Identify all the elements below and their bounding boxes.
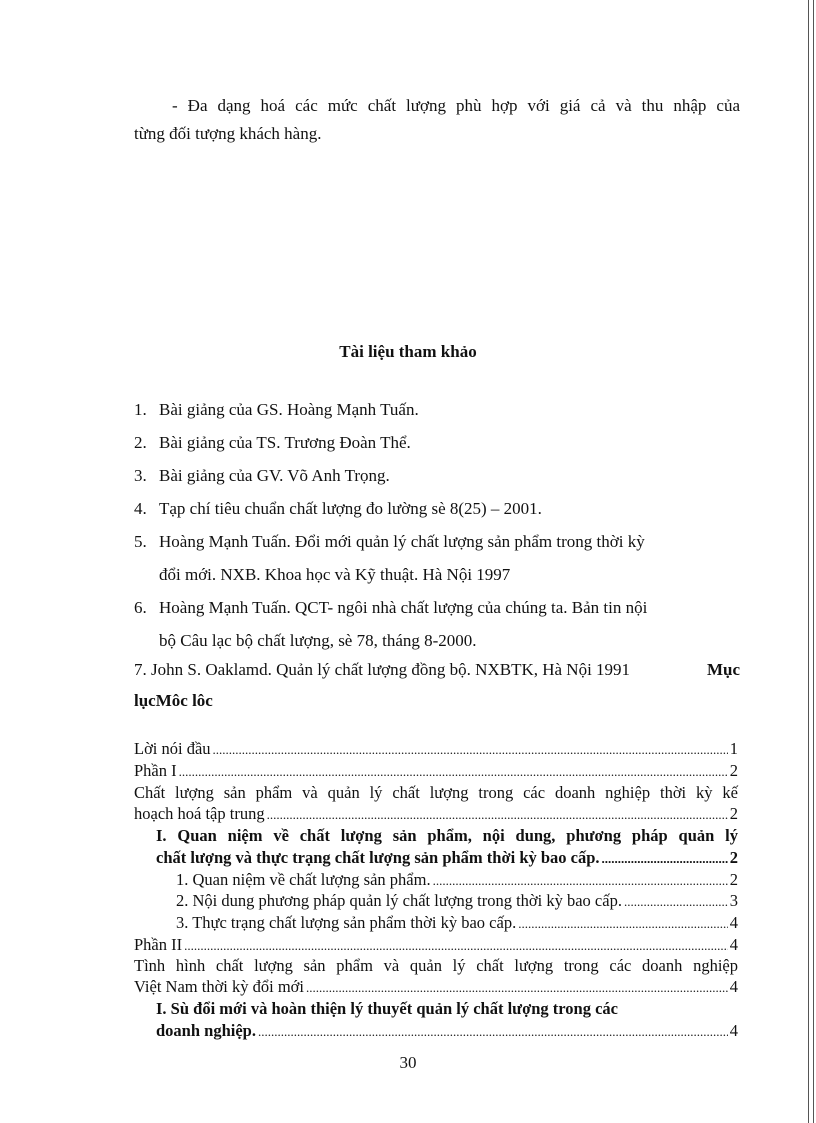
toc-entry[interactable] [134,738,738,760]
reference-item [134,495,740,523]
toc-entry-text-line-1: Chất lượng sản phẩm và quản lý chất lượng trong các doanh nghiệp thời kỳ kế [134,783,738,802]
toc-entry-text-line-1: I. Quan niệm về chất lượng sản phẩm, nội dung, phương pháp quản lý [156,826,738,845]
page-number: 30 [399,1053,417,1072]
toc-entry-text-line-1: Tình hình chất lượng sản phẩm và quản lý chất lượng trong các doanh nghiệp [134,956,738,975]
reference-number: 4. [134,499,147,518]
toc-entry-text: doanh nghiệp. [156,1021,256,1040]
reference-number: 5. [134,532,147,551]
toc-leader [267,803,728,825]
reference-number: 3. [134,466,147,485]
reference-continuation: đổi mới. NXB. Khoa học và Kỹ thuật. Hà Nội 1997 [159,565,511,584]
reference-text: Bài giảng của GS. Hoàng Mạnh Tuấn. [159,400,419,419]
toc-entry[interactable] [176,869,738,891]
reference-item [134,594,740,655]
toc-entry[interactable] [134,976,738,998]
toc-entry[interactable] [134,760,738,782]
toc-entry-text: 1. Quan niệm về chất lượng sản phẩm. [176,870,431,889]
toc-leader [602,847,728,869]
toc-leader [258,1020,728,1042]
reference-number: 7. [134,660,147,679]
toc-entry[interactable] [134,934,738,956]
toc-entry-page: 4 [729,913,738,932]
reference-item [134,656,740,684]
reference-text: Bài giảng của TS. Trương Đoàn Thể. [159,433,411,452]
reference-item [134,429,740,457]
reference-text: Hoàng Mạnh Tuấn. Đổi mới quản lý chất lượng sản phẩm trong thời kỳ [159,532,645,551]
reference-text: John S. Oaklamd. Quản lý chất lượng đồng bộ. NXBTK, Hà Nội 1991 [151,660,631,679]
reference-text: Hoàng Mạnh Tuấn. QCT- ngôi nhà chất lượng của chúng ta. Bản tin nội [159,598,648,617]
toc-entry[interactable] [176,890,738,912]
toc-entry-page: 4 [729,1021,738,1040]
intro-paragraph-line-2: từng đối tượng khách hàng. [134,124,322,143]
toc-entry[interactable] [134,803,738,825]
toc-leader [306,976,728,998]
toc-entry[interactable] [176,912,738,934]
toc-entry-page: 1 [729,739,738,758]
toc-entry-page: 2 [729,761,738,780]
toc-entry-text: chất lượng và thực trạng chất lượng sản phẩm thời kỳ bao cấp. [156,848,600,867]
reference-number: 1. [134,400,147,419]
toc-entry[interactable] [156,1020,738,1042]
toc-entry-page: 2 [729,804,738,823]
reference-number: 2. [134,433,147,452]
reference-text: Bài giảng của GV. Võ Anh Trọng. [159,466,390,485]
toc-entry-page: 3 [729,891,738,910]
toc-entry-page: 4 [729,935,738,954]
toc-entry-page: 4 [729,977,738,996]
toc-entry-text: 2. Nội dung phương pháp quản lý chất lượng trong thời kỳ bao cấp. [176,891,622,910]
reference-number: 6. [134,598,147,617]
toc-entry-text: Phần I [134,761,177,780]
toc-entry-page: 2 [729,870,738,889]
toc-entry-text: Việt Nam thời kỳ đổi mới [134,977,304,996]
toc-entry-text: 3. Thực trạng chất lượng sản phẩm thời kỳ bao cấp. [176,913,517,932]
toc-entry-page: 2 [729,848,738,867]
toc-leader [213,738,728,760]
references-title: Tài liệu tham khảo [339,342,477,361]
toc-heading-part-2: lụcMôc lôc [134,691,213,710]
toc-heading-part-1: Mục [706,660,740,679]
page-border [808,0,814,1123]
intro-paragraph-line-1: - Đa dạng hoá các mức chất lượng phù hợp với giá cả và thu nhập của [172,96,740,115]
reference-continuation: bộ Câu lạc bộ chất lượng, sè 78, tháng 8-2000. [159,631,477,650]
toc-leader [518,912,728,934]
toc-leader [624,890,728,912]
reference-item [134,462,740,490]
toc-entry[interactable] [156,847,738,869]
toc-leader [179,760,728,782]
reference-item [134,396,740,424]
reference-text: Tạp chí tiêu chuẩn chất lượng đo lường sè 8(25) – 2001. [159,499,542,518]
toc-leader [433,869,728,891]
toc-leader [184,934,728,956]
toc-entry-text-line-1: I. Sù đổi mới và hoàn thiện lý thuyết quản lý chất lượng trong các [156,999,618,1018]
toc-entry-text: Lời nói đầu [134,739,211,758]
toc-entry-text: hoạch hoá tập trung [134,804,265,823]
reference-item [134,528,740,589]
toc-entry-text: Phần II [134,935,183,954]
